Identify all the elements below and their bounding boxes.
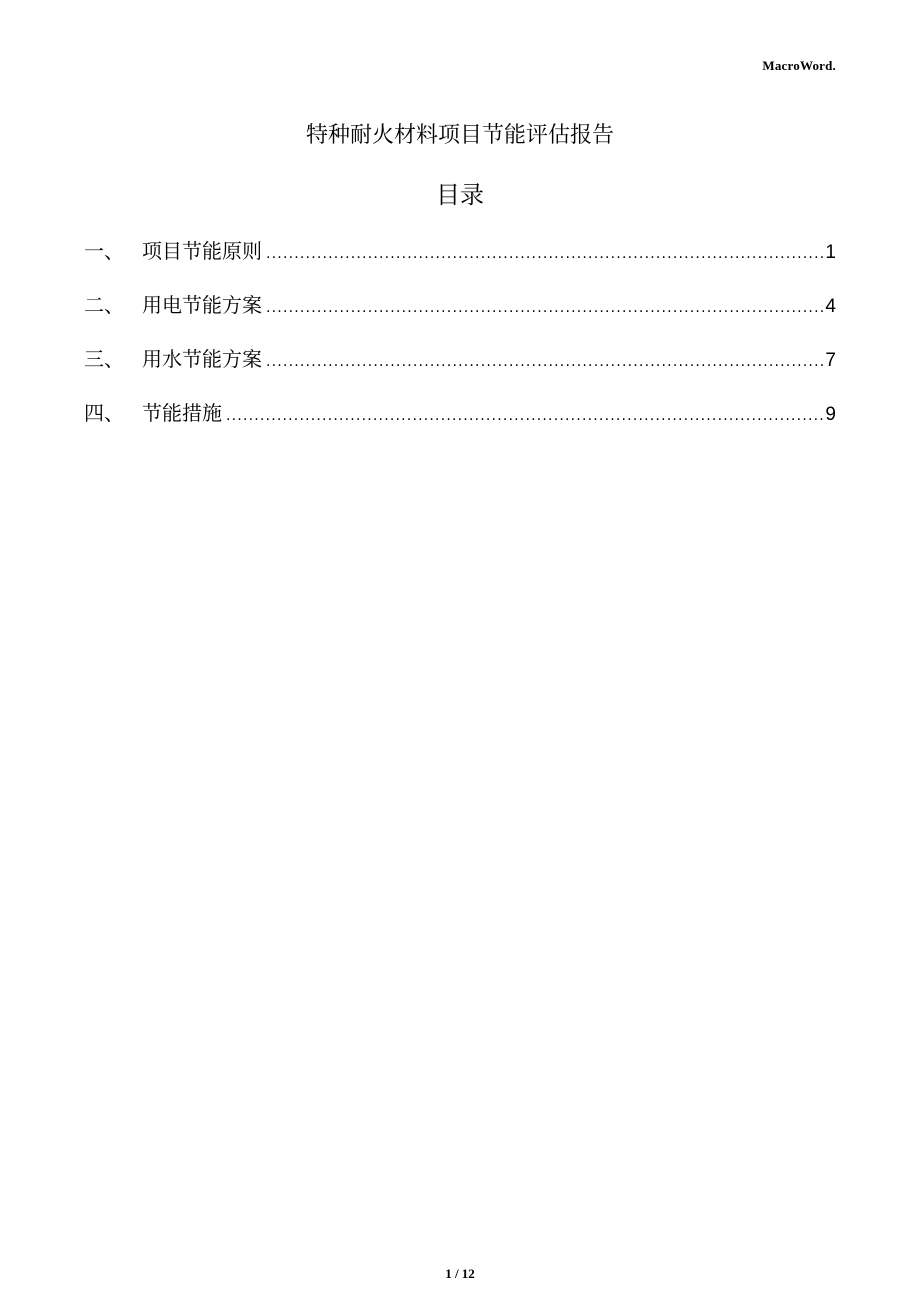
toc-dot-leader: [226, 401, 823, 431]
toc-entry-page: 9: [825, 404, 836, 425]
toc-dot-leader: [266, 347, 823, 377]
toc-entry-page: 4: [825, 296, 836, 317]
table-of-contents: [84, 236, 836, 452]
toc-entry-title: 节能措施: [142, 401, 222, 425]
toc-entry-number: 三、: [84, 347, 124, 371]
toc-dot-leader: [266, 239, 823, 269]
toc-dot-leader: [266, 293, 823, 323]
toc-entry-3[interactable]: [84, 344, 836, 398]
toc-entry-number: 四、: [84, 401, 124, 425]
toc-entry-number: 二、: [84, 293, 124, 317]
toc-entry-title: 用水节能方案: [142, 347, 262, 371]
toc-entry-page: 1: [825, 242, 836, 263]
toc-heading: 目录: [436, 181, 484, 209]
document-title: 特种耐火材料项目节能评估报告: [305, 123, 614, 148]
toc-entry-title: 项目节能原则: [142, 239, 262, 263]
toc-entry-1[interactable]: [84, 236, 836, 290]
toc-entry-title: 用电节能方案: [142, 293, 262, 317]
toc-entry-page: 7: [825, 350, 836, 371]
page-indicator: 1 / 12: [445, 1266, 475, 1281]
header-brand: MacroWord.: [762, 58, 836, 73]
toc-entry-2[interactable]: [84, 290, 836, 344]
toc-entry-number: 一、: [84, 239, 124, 263]
toc-entry-4[interactable]: [84, 398, 836, 452]
